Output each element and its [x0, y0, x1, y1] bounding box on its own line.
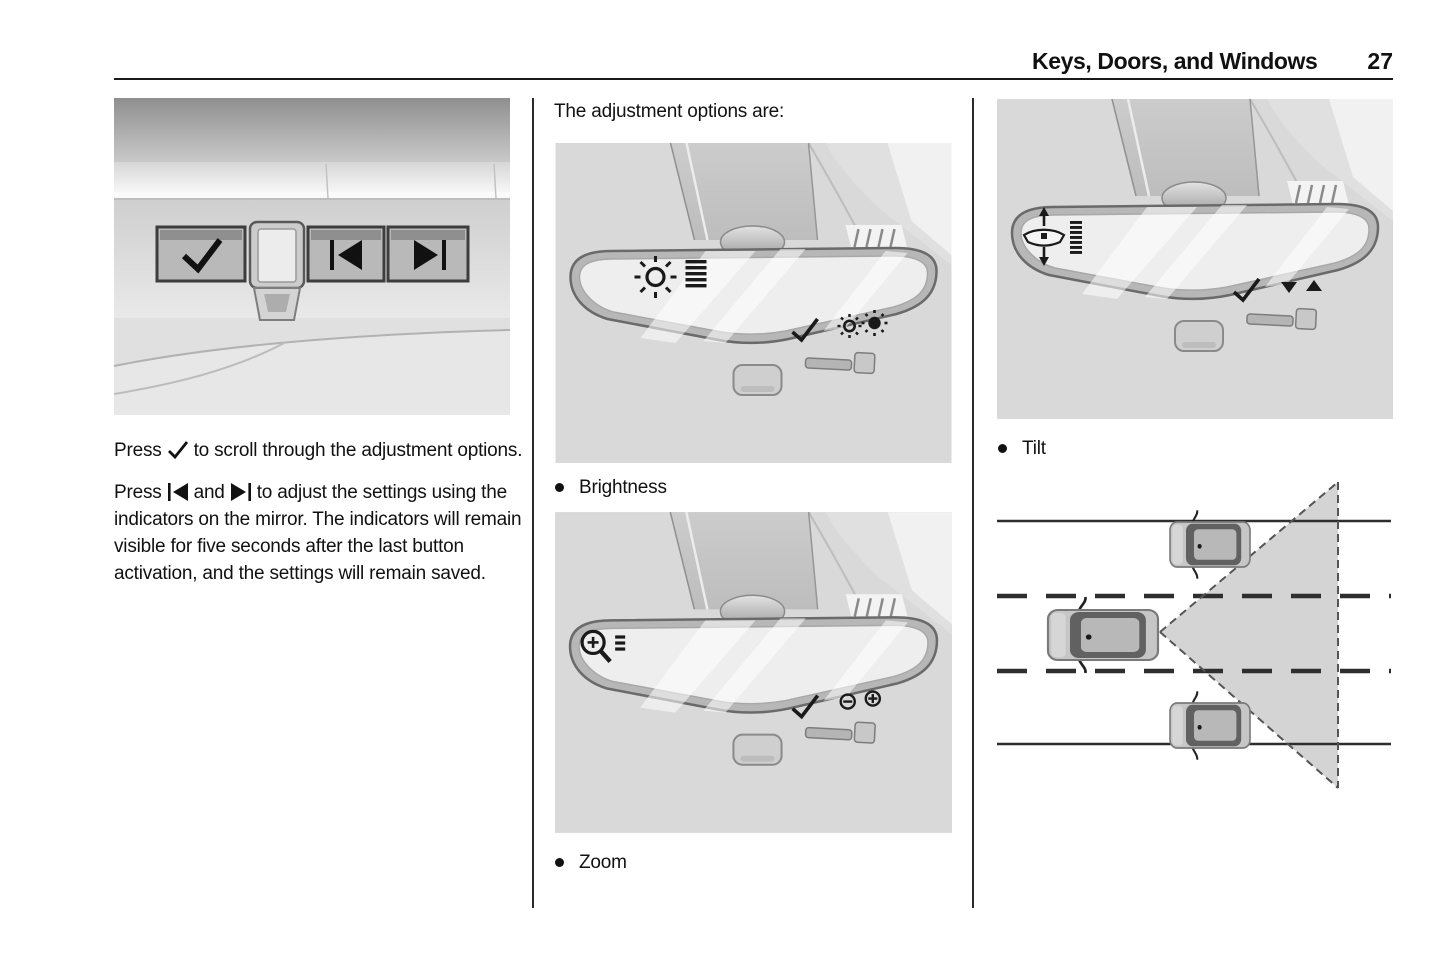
bullet-label: Brightness	[579, 477, 667, 498]
paragraph-scroll-options	[114, 437, 524, 464]
mirror-tilt-illustration	[997, 98, 1393, 420]
mirror-brightness-illustration	[555, 143, 952, 463]
left-column-text	[114, 437, 524, 602]
header-rule	[114, 78, 1393, 80]
mirror-button-panel-illustration	[114, 98, 510, 415]
checkmark-icon	[166, 440, 190, 460]
skip-forward-icon	[229, 482, 253, 502]
column-divider-right	[972, 98, 974, 908]
mirror-zoom-illustration	[555, 512, 952, 833]
adjustment-options-intro: The adjustment options are:	[554, 101, 785, 122]
bullet-brightness	[555, 474, 667, 501]
paragraph-adjust-settings	[114, 479, 524, 587]
bullet-dot	[555, 483, 564, 492]
mirror-housing-shadow	[114, 98, 510, 162]
mirror-sensor	[250, 222, 304, 320]
bullet-dot	[998, 444, 1007, 453]
bullet-label: Tilt	[1022, 438, 1046, 459]
text: Press	[114, 440, 162, 461]
bullet-dot	[555, 858, 564, 867]
bullet-zoom	[555, 849, 627, 876]
text: to scroll through the adjustment options.	[193, 440, 523, 461]
skip-back-button	[308, 227, 384, 281]
page-header	[1032, 48, 1393, 75]
skip-forward-button	[388, 227, 468, 281]
text: and	[193, 482, 225, 503]
page-number: 27	[1367, 48, 1393, 74]
skip-back-icon	[166, 482, 190, 502]
text: to adjust the settings using the indicators on the mirror. The indicators will remain visible for five seconds after the last button activation, and the settings will remain saved.	[114, 482, 522, 584]
bullet-label: Zoom	[579, 852, 627, 873]
bullet-tilt	[998, 435, 1046, 462]
page-title: Keys, Doors, and Windows	[1032, 48, 1318, 74]
column-divider-left	[532, 98, 534, 908]
text: Press	[114, 482, 162, 503]
checkmark-button	[157, 227, 245, 281]
tilt-view-diagram	[997, 475, 1393, 830]
